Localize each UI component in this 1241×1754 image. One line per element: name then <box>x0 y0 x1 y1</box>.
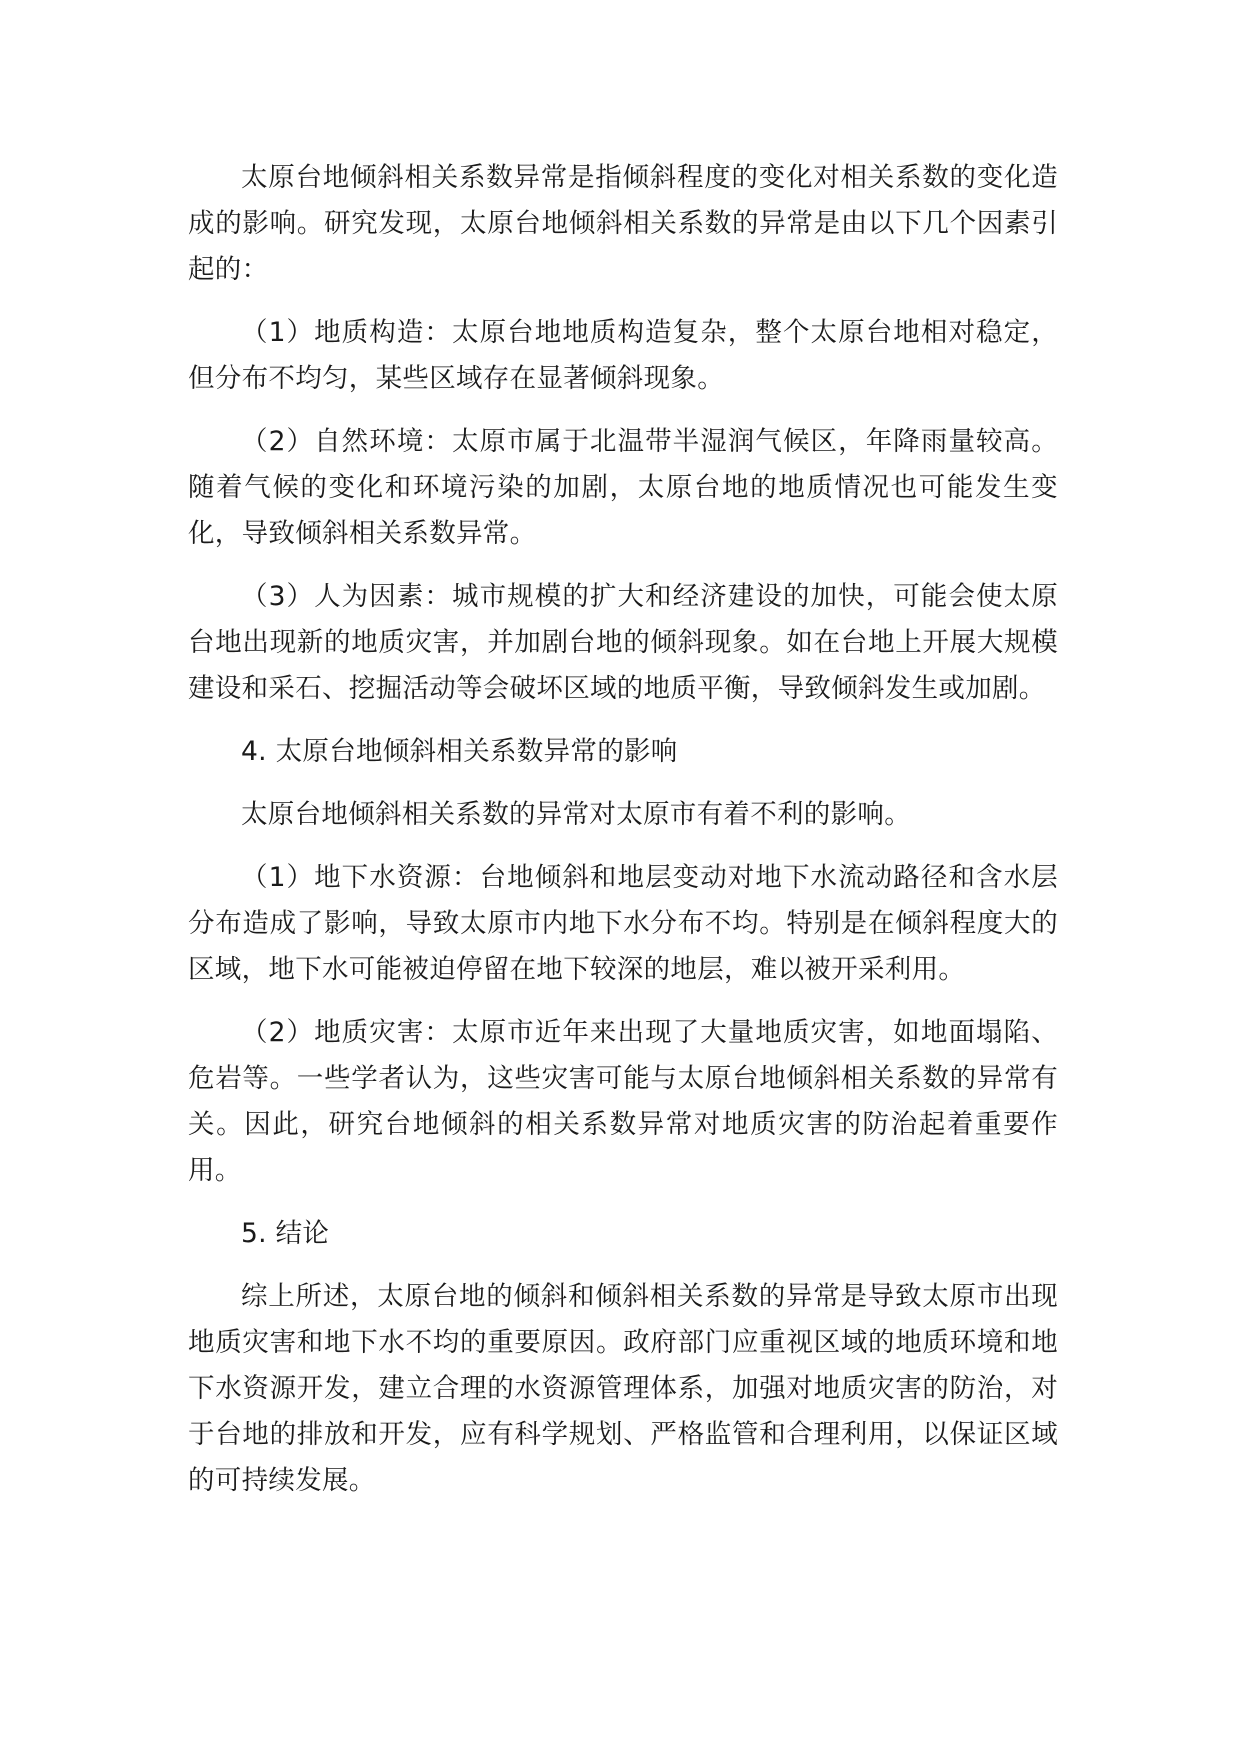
paragraph-factor-geology: （1）地质构造：太原台地地质构造复杂，整个太原台地相对稳定，但分布不均匀，某些区域存在显著倾斜现象。 <box>188 317 1058 394</box>
paragraph-impact-groundwater: （1）地下水资源：台地倾斜和地层变动对地下水流动路径和含水层分布造成了影响，导致太原市内地下水分布不均。特别是在倾斜程度大的区域，地下水可能被迫停留在地下较深的地层，难以被开采利用。 <box>188 862 1058 985</box>
paragraph-factor-human: （3）人为因素：城市规模的扩大和经济建设的加快，可能会使太原台地出现新的地质灾害，并加剧台地的倾斜现象。如在台地上开展大规模建设和采石、挖掘活动等会破坏区域的地质平衡，导致倾斜发生或加剧。 <box>188 581 1058 704</box>
section-heading-impact: 4. 太原台地倾斜相关系数异常的影响 <box>241 736 678 767</box>
paragraph-impact-intro: 太原台地倾斜相关系数的异常对太原市有着不利的影响。 <box>241 799 911 830</box>
paragraph-impact-disaster: （2）地质灾害：太原市近年来出现了大量地质灾害，如地面塌陷、危岩等。一些学者认为，这些灾害可能与太原台地倾斜相关系数的异常有关。因此，研究台地倾斜的相关系数异常对地质灾害的防治起着重要作用。 <box>188 1017 1058 1186</box>
document-body <box>188 155 1058 1521</box>
paragraph-factor-environment: （2）自然环境：太原市属于北温带半湿润气候区，年降雨量较高。随着气候的变化和环境污染的加剧，太原台地的地质情况也可能发生变化，导致倾斜相关系数异常。 <box>188 426 1058 549</box>
paragraph-conclusion: 综上所述，太原台地的倾斜和倾斜相关系数的异常是导致太原市出现地质灾害和地下水不均的重要原因。政府部门应重视区域的地质环境和地下水资源开发，建立合理的水资源管理体系，加强对地质灾害的防治，对于台地的排放和开发，应有科学规划、严格监管和合理利用，以保证区域的可持续发展。 <box>188 1281 1058 1496</box>
paragraph-intro: 太原台地倾斜相关系数异常是指倾斜程度的变化对相关系数的变化造成的影响。研究发现，太原台地倾斜相关系数的异常是由以下几个因素引起的： <box>188 162 1058 285</box>
section-heading-conclusion: 5. 结论 <box>241 1218 330 1249</box>
